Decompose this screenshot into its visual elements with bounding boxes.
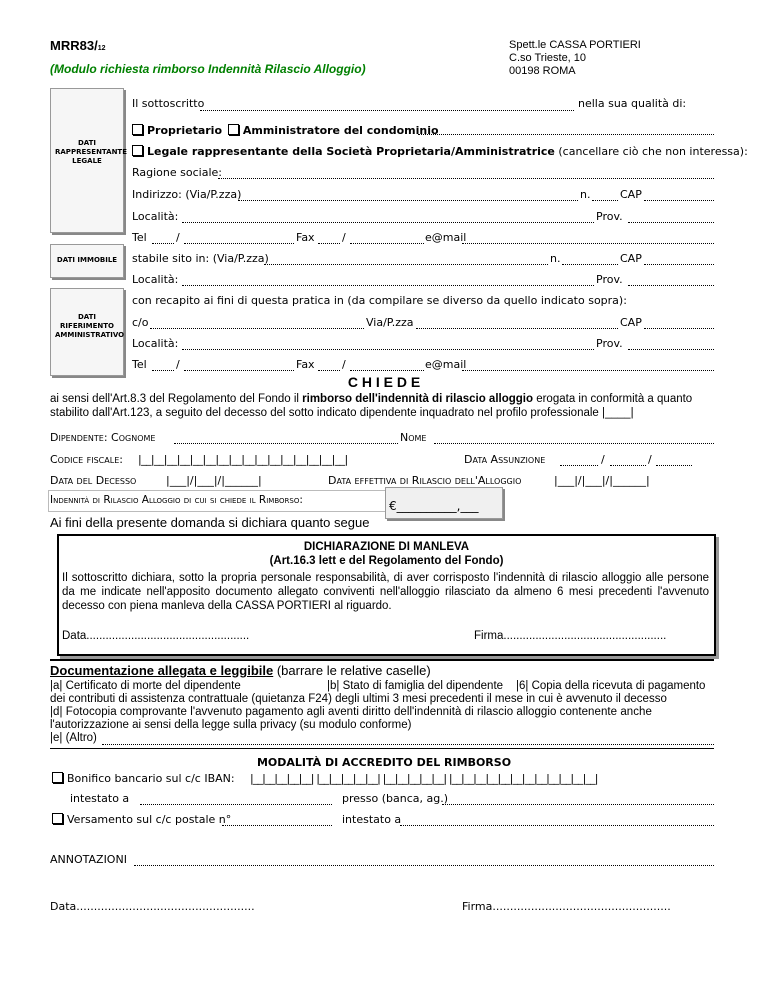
n-field[interactable]	[592, 200, 618, 201]
cap-field-adm[interactable]	[644, 328, 714, 329]
email-label-adm: e@mail	[425, 358, 467, 371]
fax-slash: /	[342, 231, 346, 244]
cap-field[interactable]	[644, 200, 714, 201]
decesso-label: Data del Decesso	[50, 474, 137, 487]
recapito-label: con recapito ai fini di questa pratica in (da compilare se diverso da quello indicato sopra):	[132, 294, 627, 307]
cognome-field[interactable]	[174, 443, 398, 444]
euro-field[interactable]: €__________,___	[389, 499, 479, 513]
nome-label: Nome	[400, 431, 427, 444]
opt-amministratore-field[interactable]	[418, 134, 714, 135]
doc-item-d-cont: l'autorizzazione ai sensi della legge sulla privacy (su modulo conforme)	[50, 719, 412, 731]
email-label: e@mail	[425, 231, 467, 244]
n-label-imm: n.	[550, 252, 561, 265]
doc-item-b[interactable]: |b| Stato di famiglia del dipendente	[327, 680, 504, 692]
presso-label: presso (banca, ag.)	[342, 792, 448, 805]
fax-slash-adm: /	[342, 358, 346, 371]
checkbox-icon[interactable]	[52, 772, 63, 783]
doc-item-a[interactable]: |a| Certificato di morte del dipendente	[50, 680, 241, 692]
doc-item-e[interactable]: |e| (Altro)	[50, 732, 97, 744]
co-field[interactable]	[150, 328, 364, 329]
manleva-subtitle: (Art.16.3 lett e del Regolamento del Fondo)	[269, 555, 504, 567]
qualita-label: nella sua qualità di:	[578, 97, 687, 110]
cap-field-imm[interactable]	[644, 264, 714, 265]
cognome-label: Dipendente: Cognome	[50, 431, 156, 444]
n-label: n.	[580, 188, 591, 201]
annotazioni-label: ANNOTAZIONI	[50, 853, 127, 866]
fax-label: Fax	[296, 231, 315, 244]
cf-field[interactable]: |__|__|__|__|__|__|__|__|__|__|__|__|__|__|__|__|	[138, 453, 348, 466]
checkbox-icon[interactable]	[132, 145, 143, 156]
tel-prefix-field-adm[interactable]	[152, 370, 174, 371]
cap-label-adm: CAP	[620, 316, 642, 329]
rilascio-label: Data effettiva di Rilascio dell'Alloggio	[328, 474, 522, 487]
email-field[interactable]	[462, 243, 714, 244]
tel-prefix-field[interactable]	[152, 243, 174, 244]
checkbox-icon[interactable]	[52, 813, 63, 824]
stabile-label: stabile sito in: (Via/P.zza)	[132, 252, 269, 265]
n-field-imm[interactable]	[562, 264, 618, 265]
prov-field-adm[interactable]	[628, 349, 714, 350]
fax-prefix-field-adm[interactable]	[318, 370, 340, 371]
sottoscritto-field[interactable]	[200, 110, 574, 111]
presso-field[interactable]	[442, 804, 714, 805]
doc-item-d[interactable]: |d| Fotocopia comprovante l'avvenuto pagamento agli aventi diritto dell'indennità di rilascio alloggio contenente anche	[50, 706, 652, 718]
doc-item-c-cont: dei contributi di assistenza contrattuale (quietanza F24) degli ultimi 3 mesi precedenti il mese in cui è avvenuto il decesso	[50, 693, 667, 705]
tel-field-adm[interactable]	[184, 370, 294, 371]
assunzione-day-field[interactable]	[560, 465, 598, 466]
fax-prefix-field[interactable]	[318, 243, 340, 244]
accredito-title: MODALITÀ DI ACCREDITO DEL RIMBORSO	[256, 756, 512, 769]
versamento-field[interactable]	[222, 825, 332, 826]
form-code: MRR83/12	[50, 38, 106, 53]
via-field-adm[interactable]	[416, 328, 618, 329]
intestato-field[interactable]	[140, 804, 332, 805]
decesso-field[interactable]: |___|/|___|/|______|	[166, 474, 262, 487]
tel-label: Tel	[132, 231, 147, 244]
doc-altro-field[interactable]	[102, 744, 714, 745]
footer-firma-field[interactable]: Firma...................................................	[462, 900, 671, 913]
accredito-divider	[50, 748, 714, 749]
localita-field-adm[interactable]	[182, 349, 594, 350]
co-label: c/o	[132, 316, 149, 329]
intestato-label: intestato a	[70, 792, 130, 805]
cap-label-imm: CAP	[620, 252, 642, 265]
iban-field[interactable]: |__|__|__|__|__| |__|__|__|__|__| |__|__|__|__|__| |__|__|__|__|__|__|__|__|__|__|__|__|	[250, 772, 598, 785]
assunzione-slash-2: /	[648, 453, 652, 466]
prov-label: Prov.	[596, 210, 623, 223]
fax-field-adm[interactable]	[350, 370, 424, 371]
cap-label: CAP	[620, 188, 642, 201]
section-divider	[50, 659, 714, 661]
localita-label-imm: Località:	[132, 273, 179, 286]
opt-legale[interactable]: Legale rappresentante della Società Proprietaria/Amministratrice (cancellare ciò che non interessa):	[132, 145, 748, 158]
opt-proprietario[interactable]: Proprietario Amministratore del condominio	[132, 124, 439, 137]
chiede-paragraph-2: stabilito dall'Art.123, a seguito del decesso del sotto indicato dipendente inquadrato nel profilo professionale |____|	[50, 407, 634, 419]
annotazioni-field[interactable]	[134, 865, 714, 866]
doc-item-c[interactable]: |6| Copia della ricevuta di pagamento	[516, 680, 706, 692]
fax-field[interactable]	[350, 243, 424, 244]
stabile-field[interactable]	[264, 264, 548, 265]
ragione-field[interactable]	[218, 178, 714, 179]
localita-field[interactable]	[182, 222, 594, 223]
localita-label-adm: Località:	[132, 337, 179, 350]
prov-label-imm: Prov.	[596, 273, 623, 286]
bonifico-option[interactable]: Bonifico bancario sul c/c IBAN:	[52, 772, 235, 785]
footer-data-field[interactable]: Data...................................................	[50, 900, 255, 913]
manleva-text: Il sottoscritto dichiara, sotto la propria personale responsabilità, di aver corrisposto l'indennità di rilascio alloggio alle persone da me indicate nell'apposito documento allegato conviventi nell'alloggio rilasciato da almeno 6 mesi precedenti l'avvenuto decesso con piena manleva della CASSA PORTIERI al riguardo.	[62, 572, 709, 612]
tel-field[interactable]	[184, 243, 294, 244]
fax-label-adm: Fax	[296, 358, 315, 371]
cf-label: Codice fiscale:	[50, 453, 123, 466]
manleva-title: DICHIARAZIONE DI MANLEVA	[303, 541, 470, 553]
indennita-label: Indennità di Rilascio Alloggio di cui si chiede il Rimborso:	[50, 494, 303, 506]
tel-slash-adm: /	[176, 358, 180, 371]
prov-field-imm[interactable]	[628, 285, 714, 286]
checkbox-icon[interactable]	[228, 124, 239, 135]
indirizzo-label: Indirizzo: (Via/P.zza)	[132, 188, 242, 201]
chiede-paragraph-1: ai sensi dell'Art.8.3 del Regolamento del Fondo il rimborso dell'indennità di rilascio alloggio erogata in conformità a quanto	[50, 393, 693, 405]
ragione-label: Ragione sociale:	[132, 166, 222, 179]
prov-field[interactable]	[628, 222, 714, 223]
intestato2-field[interactable]	[400, 825, 714, 826]
versamento-option[interactable]: Versamento sul c/c postale n°	[52, 813, 231, 826]
assunzione-month-field[interactable]	[610, 465, 646, 466]
indirizzo-field[interactable]	[238, 200, 578, 201]
assunzione-slash-1: /	[601, 453, 605, 466]
assunzione-year-field[interactable]	[656, 465, 692, 466]
nome-field[interactable]	[434, 443, 714, 444]
dichiara-label: Ai fini della presente domanda si dichiara quanto segue	[50, 515, 370, 530]
side-box-amministrativo: DATI RIFERIMENTO AMMINISTRATIVO	[50, 288, 124, 376]
manleva-data-field[interactable]: Data...................................................	[62, 630, 250, 642]
form-subtitle: (Modulo richiesta rimborso Indennità Rilascio Alloggio)	[50, 62, 366, 76]
tel-label-adm: Tel	[132, 358, 147, 371]
documentazione-title: Documentazione allegata e leggibile (barrare le relative caselle)	[50, 663, 431, 678]
side-box-immobile: DATI IMMOBILE	[50, 244, 124, 278]
localita-label: Località:	[132, 210, 179, 223]
tel-slash: /	[176, 231, 180, 244]
sottoscritto-label: Il sottoscritto	[132, 97, 205, 110]
chiede-title: C H I E D E	[347, 374, 421, 390]
checkbox-icon[interactable]	[132, 124, 143, 135]
assunzione-label: Data Assunzione	[464, 453, 546, 466]
via-label-adm: Via/P.zza	[366, 316, 414, 329]
manleva-firma-field[interactable]: Firma...................................................	[474, 630, 667, 642]
rilascio-field[interactable]: |___|/|___|/|______|	[554, 474, 650, 487]
side-box-legale: DATI RAPPRESENTANTE LEGALE	[50, 88, 124, 233]
email-field-adm[interactable]	[462, 370, 714, 371]
localita-field-imm[interactable]	[182, 285, 594, 286]
prov-label-adm: Prov.	[596, 337, 623, 350]
intestato2-label: intestato a	[342, 813, 402, 826]
recipient-address: Spett.le CASSA PORTIERI C.so Trieste, 10 00198 ROMA	[509, 39, 641, 77]
